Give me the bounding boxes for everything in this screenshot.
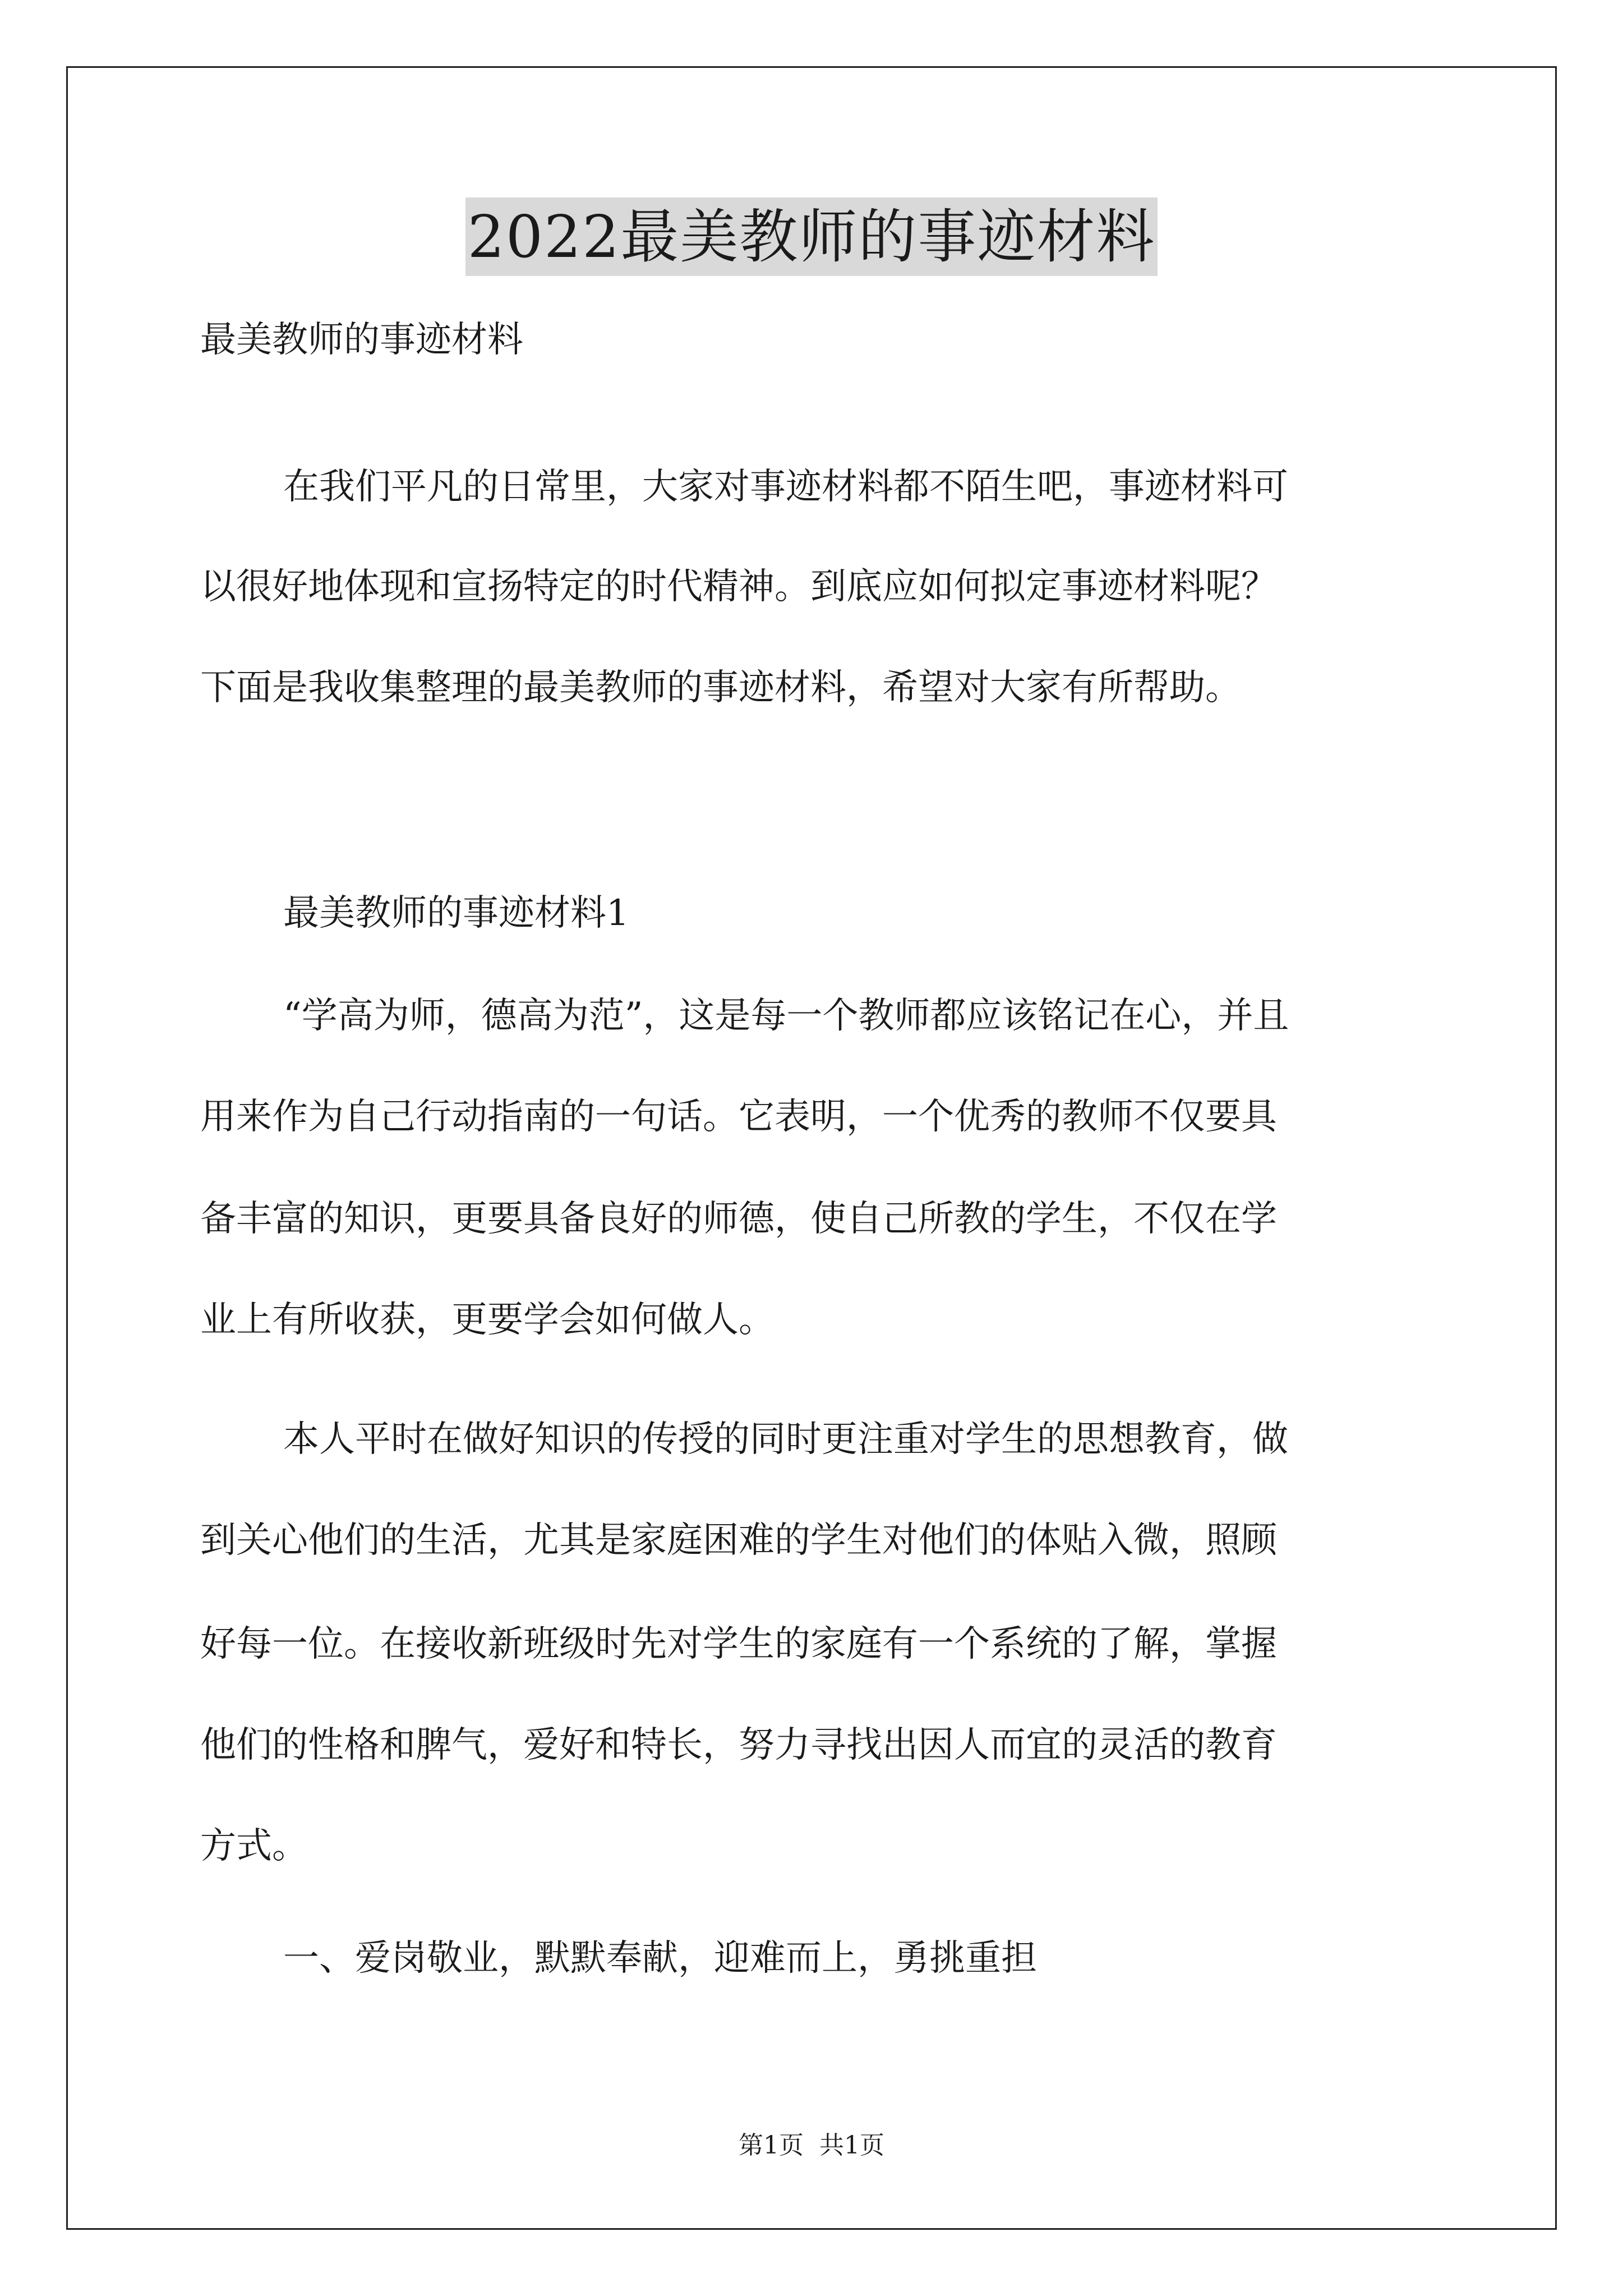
p2-line-3: 好每一位。在接收新班级时先对学生的家庭有一个系统的了解，掌握 xyxy=(200,1623,1277,1665)
subtitle: 最美教师的事迹材料 xyxy=(200,319,523,361)
document-title: 2022最美教师的事迹材料 xyxy=(465,197,1158,276)
p1-line-1: “学高为师，德高为范”，这是每一个教师都应该铭记在心，并且 xyxy=(283,995,1289,1037)
title-container xyxy=(0,197,1623,276)
p1-line-4: 业上有所收获，更要学会如何做人。 xyxy=(200,1299,774,1341)
intro-line-3: 下面是我收集整理的最美教师的事迹材料，希望对大家有所帮助。 xyxy=(200,667,1241,708)
page-number: 第1页 xyxy=(739,2131,804,2160)
p2-line-2: 到关心他们的生活，尤其是家庭困难的学生对他们的体贴入微，照顾 xyxy=(200,1520,1277,1561)
p2-line-1: 本人平时在做好知识的传授的同时更注重对学生的思想教育，做 xyxy=(283,1419,1288,1460)
p2-line-4: 他们的性格和脾气，爱好和特长，努力寻找出因人而宜的灵活的教育 xyxy=(200,1724,1277,1766)
p1-line-3: 备丰富的知识，更要具备良好的师德，使自己所教的学生，不仅在学 xyxy=(200,1198,1277,1240)
p1-line-2: 用来作为自己行动指南的一句话。它表明，一个优秀的教师不仅要具 xyxy=(200,1096,1277,1138)
section-heading: 最美教师的事迹材料1 xyxy=(283,892,629,934)
point-heading-1: 一、爱岗敬业，默默奉献，迎难而上，勇挑重担 xyxy=(283,1938,1037,1979)
page-border xyxy=(66,66,1557,2230)
page-footer xyxy=(0,2129,1623,2162)
intro-line-2: 以很好地体现和宣扬特定的时代精神。到底应如何拟定事迹材料呢？ xyxy=(200,566,1277,608)
intro-line-1: 在我们平凡的日常里，大家对事迹材料都不陌生吧，事迹材料可 xyxy=(283,466,1288,508)
page-total: 共1页 xyxy=(819,2131,884,2160)
p2-line-5: 方式。 xyxy=(200,1825,308,1867)
